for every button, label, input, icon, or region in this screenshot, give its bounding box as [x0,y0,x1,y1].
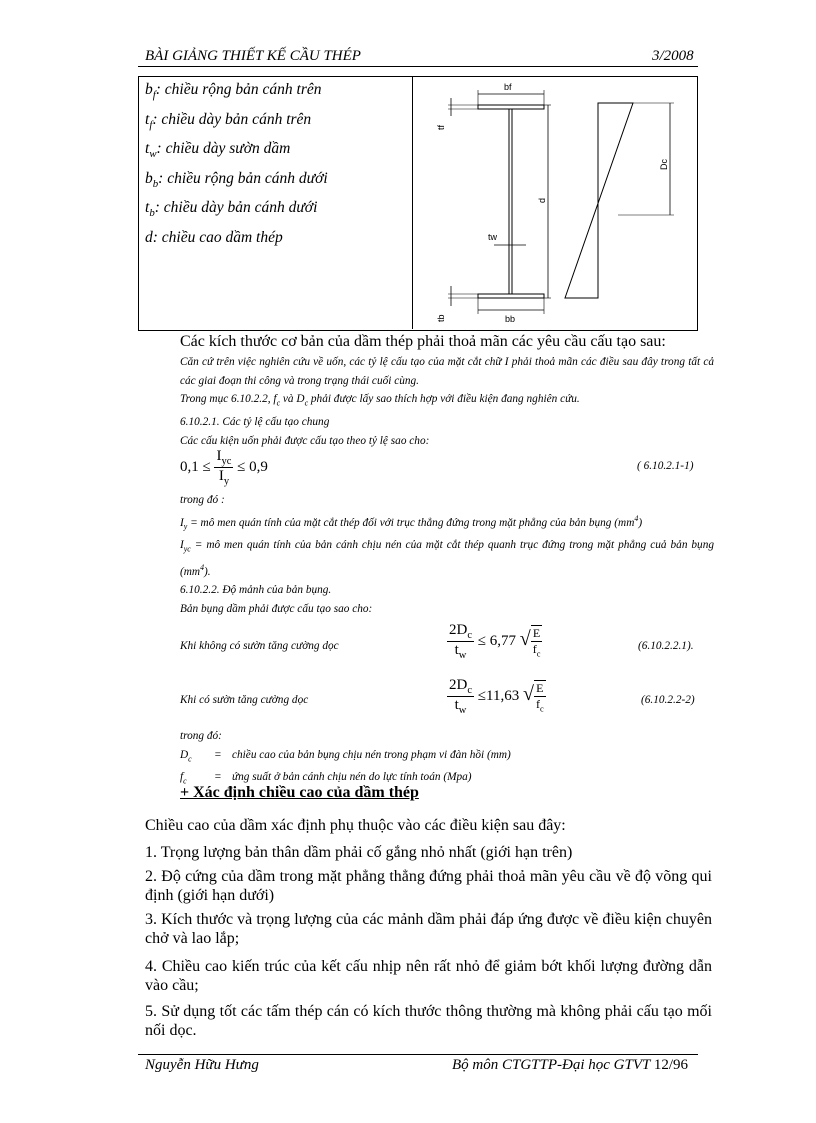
where-label-2: trong đó: [180,730,222,742]
box-divider [412,76,413,329]
definition-bb: $b_b$: chiều rộng bản cánh dưới [145,169,328,190]
equation-2: $\frac{2D_c}{t_w}$ ≤ 6,77 √ $\frac{E}{f_c}$ [449,622,541,661]
equation-3: $\frac{2D_c}{t_w}$ ≤11,63 √ $\frac{E}{f_c}$ [449,677,544,716]
iy-definition: $I_y$ = mô men quán tính của mặt cắt thép đối với trục thẳng đứng trong mặt phẳng của bản bụng $(mm^4)$ [180,513,643,531]
footer-rule [138,1054,698,1055]
definition-tw: $t_w$: chiều dày sườn dầm [145,140,291,161]
definition-d: d: chiều cao dầm thép [145,228,283,246]
equation-2-number: (6.10.2.2.1). [638,640,694,652]
top-flange [478,105,544,109]
where-label-1: trong đó : [180,494,225,506]
body-paragraph-3: 3. Kích thước và trọng lượng của các mảnh dầm phải đáp ứng được về điều kiện chuyên chở và lao lắp; [145,911,712,947]
section-6-10-2-2: 6.10.2.2. Độ mảnh của bản bụng. [180,584,332,597]
stress-diagram [565,103,633,298]
definition-bf: $b_f$: chiều rộng bản cánh trên [145,81,322,102]
equation-3-number: (6.10.2.2-2) [641,694,695,706]
label-bf: bf [504,82,512,92]
header-date: 3/2008 [652,48,694,64]
label-tb: tb [436,314,446,322]
section-6-10-2-2-text: Bản bụng dầm phải được cấu tạo sao cho: [180,603,373,615]
dc-definition: $D_c$ = chiều cao của bản bụng chịu nén trong phạm vi đàn hồi (mm) [180,748,511,763]
definition-tb: $t_b$: chiều dày bản cánh dưới [145,199,318,220]
spec-paragraphs [180,353,714,450]
equation-1-number: ( 6.10.2.1-1) [637,460,694,472]
where-block-1 [180,491,714,619]
equation-3-label: Khi có sườn tăng cường dọc [180,694,309,706]
footer-author: Nguyễn Hữu Hưng [145,1057,259,1073]
i-beam-figure [418,78,694,328]
para-1: Căn cứ trên việc nghiên cứu về uốn, các tỷ lệ cấu tạo của mặt cắt chữ I phải thoả mãn các điều sau đây trong tất cả các giai đoạn thi công và trong trạng thái cuối cùng. [180,356,714,387]
label-d: d [537,197,547,203]
definition-tf: $t_f$: chiều dày bản cánh trên [145,110,312,131]
equation-2-label: Khi không có sườn tăng cường dọc [180,640,339,652]
page-number: 12/96 [653,1057,689,1073]
body-paragraph-5: 5. Sử dụng tốt các tấm thép cán có kích thước thông thường mà không phải cấu tạo mối nối dọc. [145,1003,712,1039]
equation-1: 0,1 ≤ $\frac{I_{yc}}{I_y}$ ≤ 0,9 [180,448,268,487]
label-bb: bb [505,314,516,324]
bottom-flange [478,294,544,298]
section-title: + Xác định chiều cao của dầm thép [180,784,419,801]
intro-text: Các kích thước cơ bản của dầm thép phải thoả mãn các yêu cầu cấu tạo sau: [180,333,666,350]
definition-list [145,78,328,256]
body-paragraph-2: 2. Độ cứng của dầm trong mặt phẳng thẳng đứng phải thoả mãn yêu cầu về độ võng qui định (giới hạn dưới) [145,868,712,904]
section-6-10-2-1: 6.10.2.1. Các tỷ lệ cấu tạo chung [180,416,330,429]
body-paragraph-4: 4. Chiều cao kiến trúc của kết cấu nhịp nên rất nhỏ để giảm bớt khối lượng đường dẫn vào cầu; [145,958,712,994]
where-block-2 [180,727,511,791]
footer-department: Bộ môn CTGTTP-Đại học GTVT 12/96 [452,1057,689,1073]
fc-definition: $f_c$ = ứng suất ở bản cánh chịu nén do lực tính toán (Mpa) [180,771,472,786]
header-title: BÀI GIẢNG THIẾT KẾ CẦU THÉP [145,48,361,64]
body-paragraph-1: 1. Trọng lượng bản thân dầm phải cố gắng nhỏ nhất (giới hạn trên) [145,844,573,861]
para-2: Trong mục 6.10.2.2, $f_c$ và $D_c$ phải được lấy sao thích hợp với điều kiện đang nghiên cứu. [180,393,580,408]
label-dc: Dc [659,159,669,170]
label-tf: tf [436,124,446,130]
iyc-definition: $I_{yc}$ = mô men quán tính của bản cánh chịu nén của mặt cắt thép quanh trục đứng trong mặt phẳng cuả bản bụng $(mm^4)$. [180,539,715,578]
body-paragraph-0: Chiều cao của dầm xác định phụ thuộc vào các điều kiện sau đây: [145,817,566,834]
header-rule [138,66,698,67]
label-tw: tw [488,232,497,242]
section-6-10-2-1-text: Các cấu kiện uốn phải được cấu tạo theo tỷ lệ sao cho: [180,434,430,447]
